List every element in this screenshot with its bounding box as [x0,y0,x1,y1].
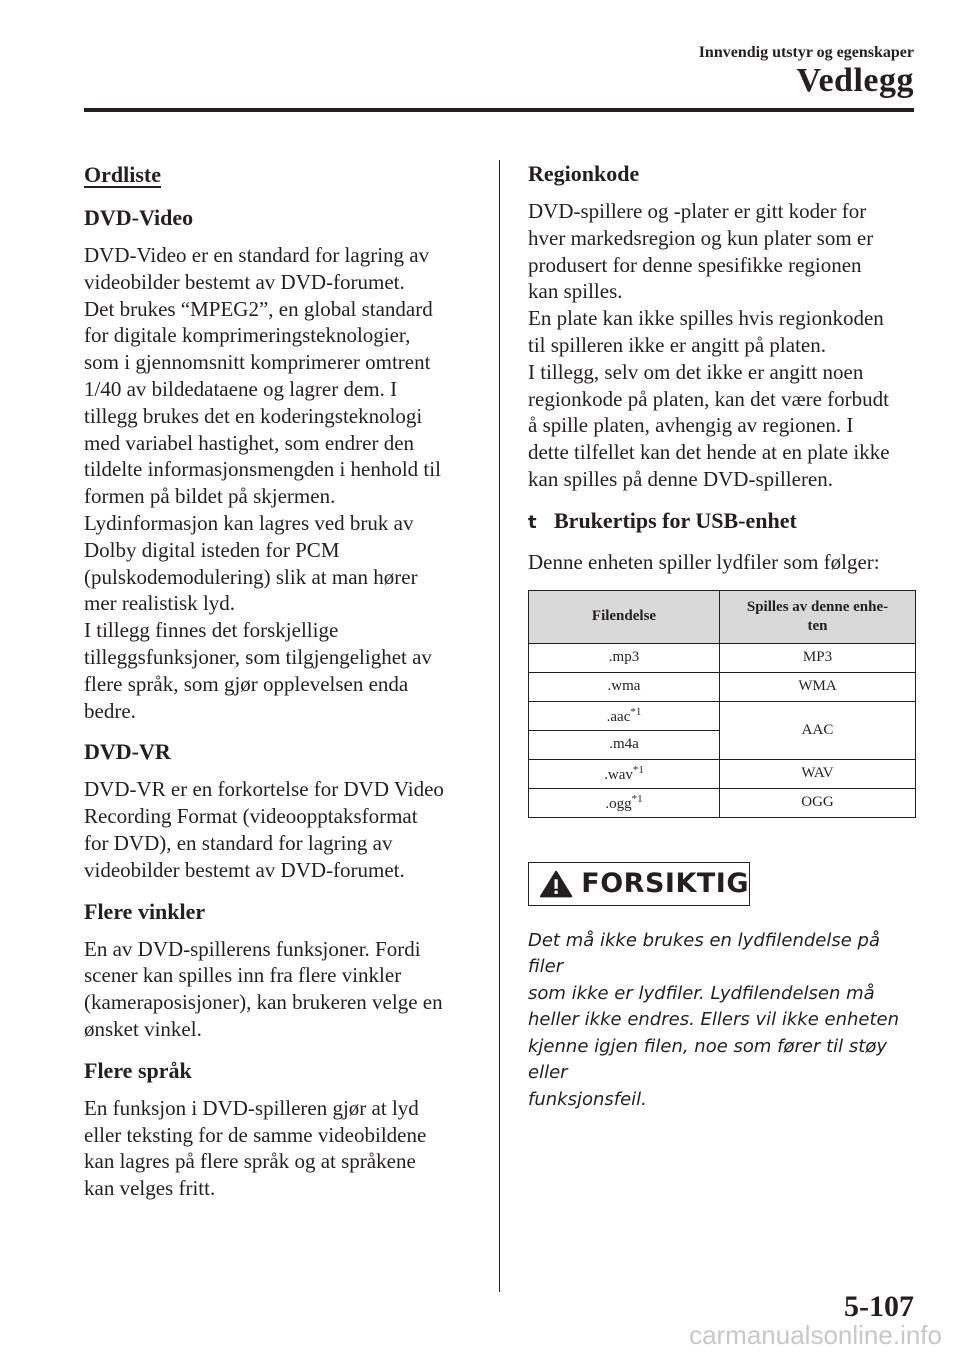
table-row [529,759,916,788]
warning-triangle-icon [539,869,573,899]
cell-extension: .mp3 [529,643,720,672]
table-header-row [529,590,916,643]
caution-box [528,862,750,906]
cell-format: OGG [720,788,916,817]
dvd-video-text: DVD-Video er en standard for lagring av videobilder bestemt av DVD-forumet. Det brukes “MPEG2”, en global standard for digitale komprimeringsteknologier, som i gjennomsnitt komprimerer omtrent 1/40 av bildedataene og lagrer dem. I tillegg brukes det en koderingsteknologi med variabel hastighet, som endrer den tildelte informasjonsmengden i henhold til formen på bildet på skjermen. Lydinformasjon kan lagres ved bruk av Dolby digital isteden for PCM (pulskodemodulering) slik at man hører mer realistisk lyd. I tillegg finnes det forskjellige tilleggsfunksjoner, som tilgjengelighet av flere språk, som gjør opplevelsen enda bedre. [84,243,441,723]
table-row [529,701,916,730]
left-column [84,160,476,1216]
table-header-extension: Filendelse [529,590,720,643]
glossary-title: Ordliste [84,162,161,187]
tip-marker-icon: t [528,511,537,533]
footnote-mark: *1 [632,763,644,776]
cell-format: WAV [720,759,916,788]
region-code-text: DVD-spillere og -plater er gitt koder for hver markedsregion og kun plater som er produsert for denne spesifikke regionen kan spilles. En plate kan ikke spilles hvis regionkoden til spilleren ikke er angitt på platen. I tillegg, selv om det ikke er angitt noen regionkode på platen, kan det være forbudt å spille platen, avhengig av regionen. I dette tilfellet kan det hende at en plate ikke kan spilles på denne DVD-spilleren. [528,199,890,491]
table-row [529,788,916,817]
table-row [529,672,916,701]
cell-extension [529,701,720,730]
cell-extension: .m4a [529,730,720,759]
extension-text: .wav [604,766,633,783]
footnote-mark: *1 [631,792,643,805]
multi-language-heading: Flere språk [84,1057,192,1083]
page-number: 5-107 [844,1290,914,1323]
header-title: Vedlegg [796,62,914,99]
usb-tips-title: Brukertips for USB-enhet [554,507,797,533]
audio-file-table [528,590,916,818]
cell-format: AAC [720,701,916,759]
multi-language-text: En funksjon i DVD-spilleren gjør at lyd eller teksting for de samme videobildene kan lagres på flere språk og at språkene kan velges fritt. [84,1095,427,1201]
cell-extension [529,759,720,788]
header-rule [84,108,914,112]
table-header-playable: Spilles av denne enhe- ten [720,590,916,643]
dvd-vr-text: DVD-VR er en forkortelse for DVD Video Recording Format (videoopptaksformat for DVD), en standard for lagring av videobilder bestemt av DVD-forumet. [84,777,444,882]
dvd-video-heading: DVD-Video [84,205,194,230]
header-section-label: Innvendig utstyr og egenskaper [698,44,914,61]
dvd-vr-heading: DVD-VR [84,739,171,765]
caution-text: Det må ikke brukes en lydfilendelse på filer som ikke er lydfiler. Lydfilendelsen må heller ikke endres. Ellers vil ikke enheten kjenne igjen filen, noe som fører til støy eller funksjonsfeil. [528,929,900,1110]
table-row [529,643,916,672]
column-divider [499,160,500,1292]
usb-tips-intro: Denne enheten spiller lydfiler som følger: [528,549,880,574]
usb-tips-heading [528,507,916,537]
caution-label: FORSIKTIG [581,868,749,900]
footnote-mark: *1 [630,705,642,718]
cell-format: WMA [720,672,916,701]
extension-text: .ogg [605,795,632,812]
multi-angle-heading: Flere vinkler [84,898,206,924]
multi-angle-text: En av DVD-spillerens funksjoner. Fordi scener kan spilles inn fra flere vinkler (kameraposisjoner), kan brukeren velge en ønsket vinkel. [84,936,443,1041]
extension-text: .aac [606,708,631,725]
cell-extension: .wma [529,672,720,701]
watermark: carmanualsonline.info [689,1320,942,1350]
cell-format: MP3 [720,643,916,672]
region-code-heading: Regionkode [528,161,640,186]
cell-extension [529,788,720,817]
right-column [528,160,916,1113]
